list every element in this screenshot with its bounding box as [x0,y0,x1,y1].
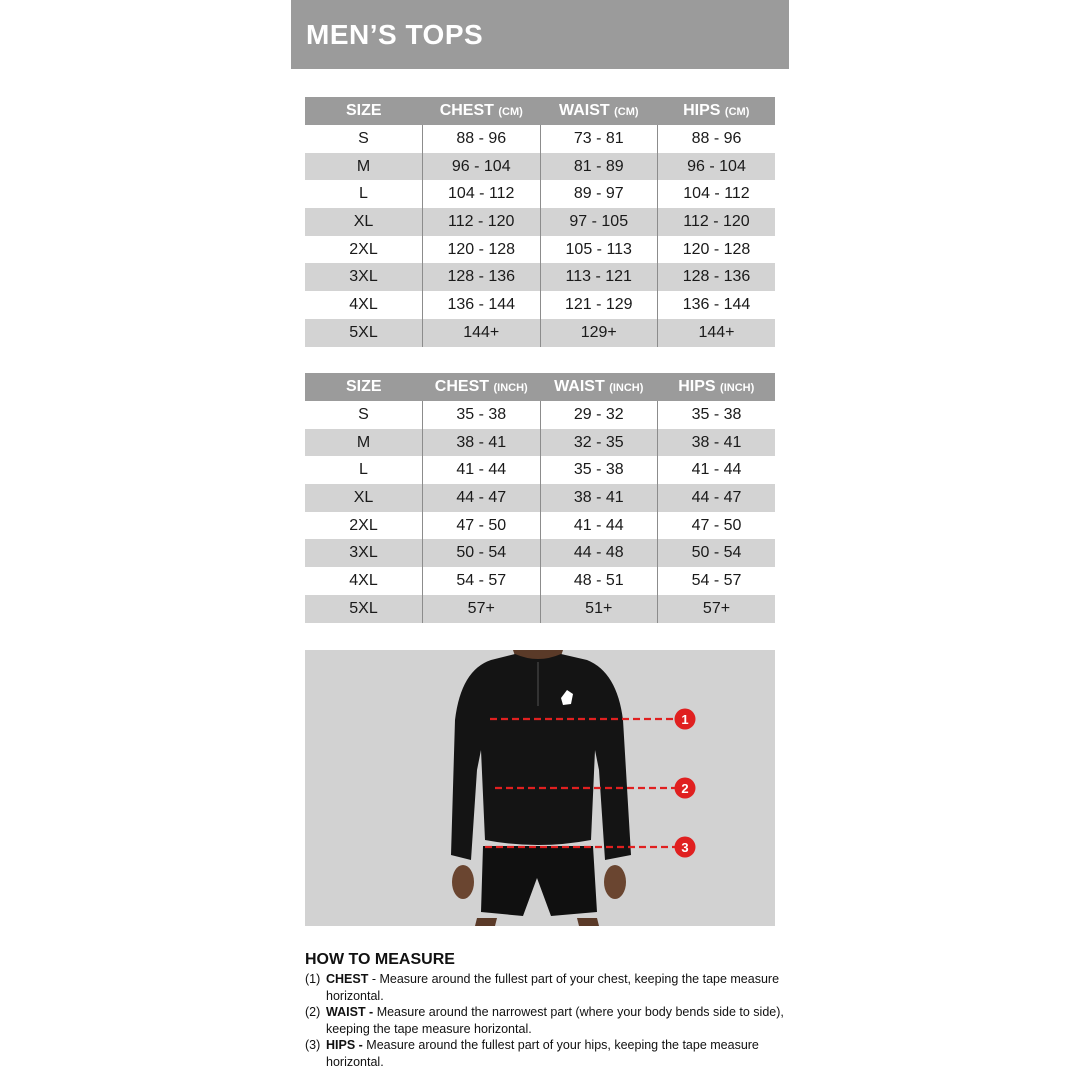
header-waist: WAIST (CM) [540,97,658,125]
cell-chest: 47 - 50 [423,512,541,540]
cell-hips: 44 - 47 [658,484,776,512]
cell-hips: 41 - 44 [658,456,776,484]
how-to-measure-title: HOW TO MEASURE [305,951,455,968]
cell-chest: 104 - 112 [423,180,541,208]
cell-size: 3XL [305,263,423,291]
cell-size: 3XL [305,539,423,567]
cell-chest: 96 - 104 [423,153,541,181]
cell-hips: 57+ [658,595,776,623]
marker-waist [675,778,696,799]
cell-waist: 113 - 121 [540,263,658,291]
header-size: SIZE [305,97,423,125]
right-hand [604,865,626,899]
table-row [305,180,775,208]
cell-chest: 57+ [423,595,541,623]
svg-text:2: 2 [681,781,689,796]
header-hips: HIPS (INCH) [658,373,776,401]
size-table-cm [305,97,775,347]
table-body [305,125,775,347]
header-hips: HIPS (CM) [658,97,776,125]
header-waist: WAIST (INCH) [540,373,658,401]
how-to-measure-list [305,971,785,1070]
table-row [305,125,775,153]
cell-waist: 129+ [540,319,658,347]
measure-item-waist: (2) WAIST - Measure around the narrowest part (where your body bends side to side), keeping the tape measure horizontal. [305,1005,784,1036]
cell-hips: 38 - 41 [658,429,776,457]
marker-chest [675,709,696,730]
header-size: SIZE [305,373,423,401]
cell-waist: 73 - 81 [540,125,658,153]
cell-chest: 44 - 47 [423,484,541,512]
table-row [305,291,775,319]
cell-waist: 44 - 48 [540,539,658,567]
table-row [305,236,775,264]
table-row [305,456,775,484]
cell-waist: 41 - 44 [540,512,658,540]
cell-waist: 121 - 129 [540,291,658,319]
cell-chest: 120 - 128 [423,236,541,264]
cell-waist: 51+ [540,595,658,623]
cell-size: L [305,456,423,484]
measure-item-hips: (3) HIPS - Measure around the fullest part of your hips, keeping the tape measure horizontal. [305,1038,759,1069]
model-illustration [305,650,775,926]
cell-size: S [305,401,423,429]
cell-waist: 29 - 32 [540,401,658,429]
table-row [305,539,775,567]
cell-size: XL [305,208,423,236]
table-row [305,401,775,429]
table-row [305,595,775,623]
cell-size: 5XL [305,595,423,623]
left-leg [475,918,497,926]
cell-hips: 104 - 112 [658,180,776,208]
cell-hips: 47 - 50 [658,512,776,540]
cell-waist: 97 - 105 [540,208,658,236]
svg-text:1: 1 [681,712,689,727]
cell-size: 2XL [305,236,423,264]
table-row [305,484,775,512]
right-leg [577,918,599,926]
table-body [305,401,775,623]
table-row [305,429,775,457]
cell-size: 5XL [305,319,423,347]
cell-hips: 96 - 104 [658,153,776,181]
table-row [305,153,775,181]
table-row [305,319,775,347]
header-chest: CHEST (INCH) [423,373,541,401]
svg-text:3: 3 [681,840,689,855]
table-header-row [305,373,775,401]
cell-waist: 48 - 51 [540,567,658,595]
cell-chest: 41 - 44 [423,456,541,484]
cell-waist: 35 - 38 [540,456,658,484]
left-hand [452,865,474,899]
cell-chest: 50 - 54 [423,539,541,567]
cell-hips: 144+ [658,319,776,347]
page-title: MEN’S TOPS [306,19,484,50]
cell-chest: 38 - 41 [423,429,541,457]
table-row [305,512,775,540]
cell-waist: 38 - 41 [540,484,658,512]
cell-waist: 105 - 113 [540,236,658,264]
table-row [305,208,775,236]
cell-size: 4XL [305,567,423,595]
cell-hips: 128 - 136 [658,263,776,291]
cell-chest: 54 - 57 [423,567,541,595]
marker-hips [675,837,696,858]
cell-waist: 32 - 35 [540,429,658,457]
cell-size: L [305,180,423,208]
cell-size: S [305,125,423,153]
cell-hips: 112 - 120 [658,208,776,236]
cell-chest: 144+ [423,319,541,347]
cell-size: 4XL [305,291,423,319]
size-table-inch [305,373,775,623]
cell-chest: 88 - 96 [423,125,541,153]
cell-chest: 128 - 136 [423,263,541,291]
cell-waist: 81 - 89 [540,153,658,181]
cell-size: M [305,429,423,457]
measure-item-chest: (1) CHEST - Measure around the fullest part of your chest, keeping the tape measure horizontal. [305,972,780,1003]
title-banner [291,0,789,69]
cell-size: 2XL [305,512,423,540]
cell-hips: 50 - 54 [658,539,776,567]
cell-hips: 35 - 38 [658,401,776,429]
cell-hips: 120 - 128 [658,236,776,264]
cell-chest: 35 - 38 [423,401,541,429]
cell-hips: 54 - 57 [658,567,776,595]
cell-size: XL [305,484,423,512]
cell-hips: 88 - 96 [658,125,776,153]
cell-chest: 112 - 120 [423,208,541,236]
cell-hips: 136 - 144 [658,291,776,319]
measurement-figure [305,650,775,926]
table-header-row [305,97,775,125]
header-chest: CHEST (CM) [423,97,541,125]
cell-size: M [305,153,423,181]
cell-chest: 136 - 144 [423,291,541,319]
table-row [305,263,775,291]
cell-waist: 89 - 97 [540,180,658,208]
table-row [305,567,775,595]
